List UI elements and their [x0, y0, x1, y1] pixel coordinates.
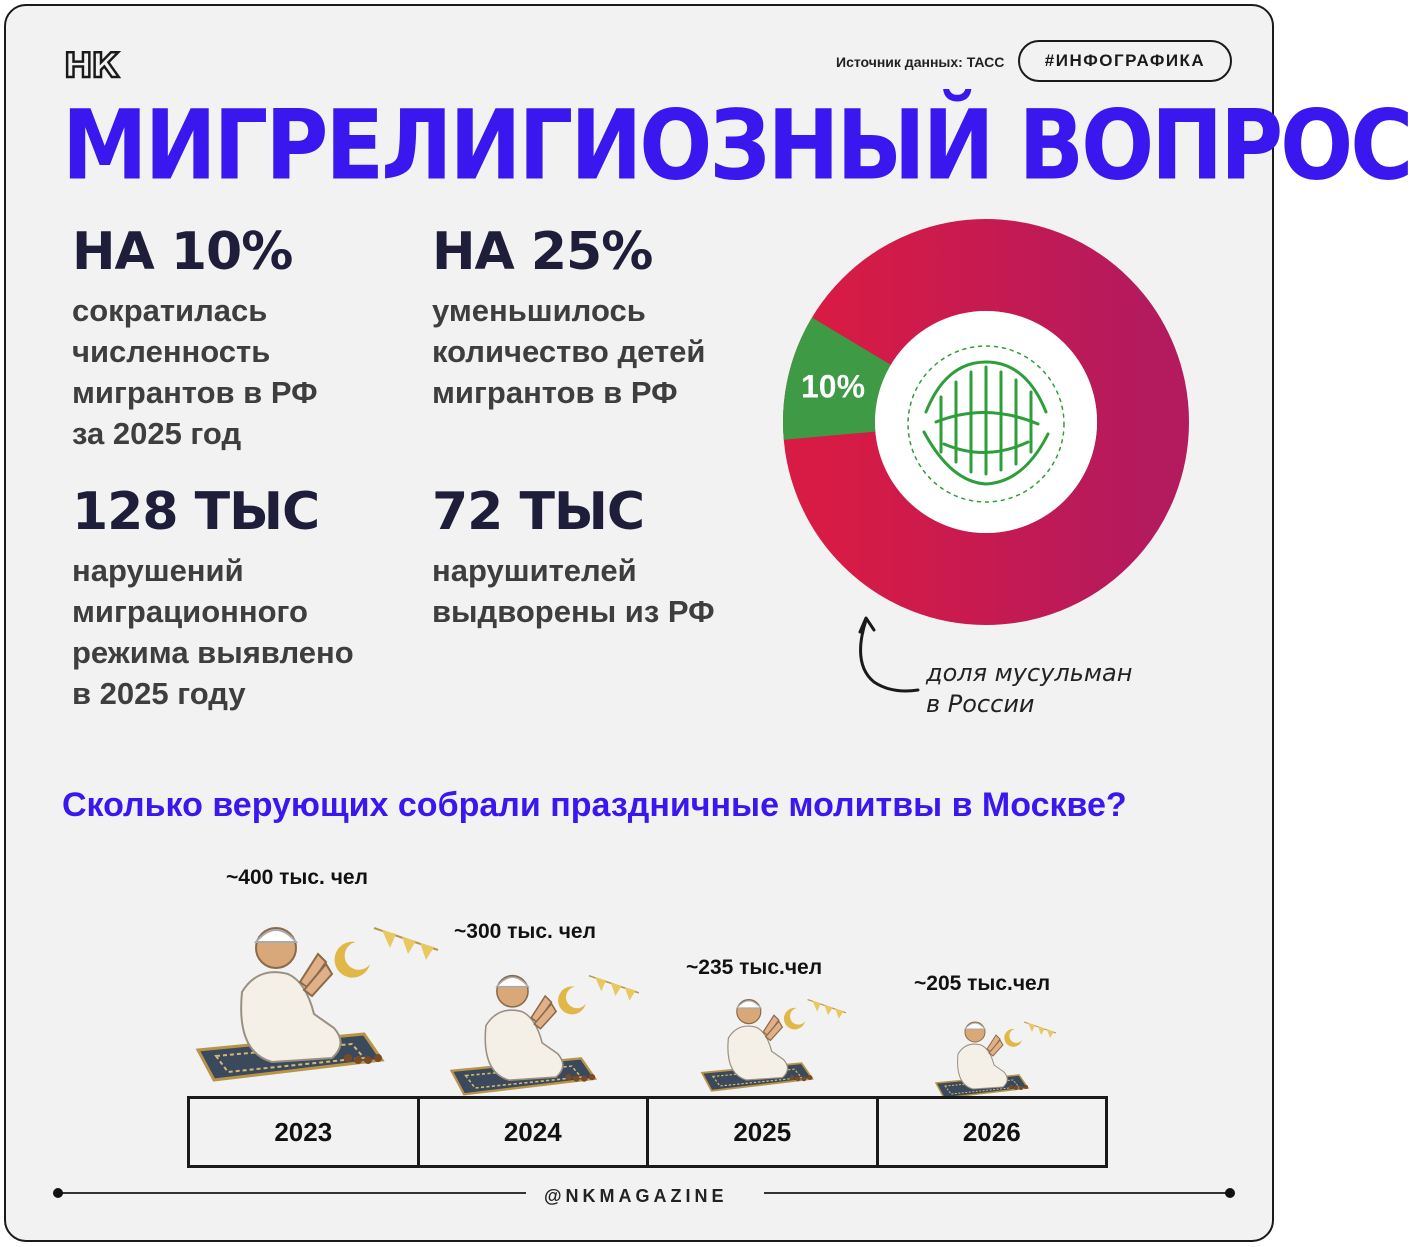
- infographic-tag: #ИНФОГРАФИКА: [1018, 40, 1232, 82]
- stat-description: [432, 550, 715, 632]
- stat-line: количество детей: [432, 334, 706, 369]
- brand-logo: НК: [64, 46, 119, 86]
- caption-line: доля мусульман: [926, 659, 1133, 687]
- praying-man-icon-2026: [936, 1022, 1056, 1098]
- stat-block-migrants: [72, 222, 318, 454]
- year-cell-2024: 2024: [420, 1099, 650, 1165]
- stat-number: 128 ТЫС: [72, 482, 320, 542]
- stat-line: мигрантов в РФ: [432, 375, 678, 410]
- stat-line: нарушений: [72, 553, 244, 588]
- infographic-card: [4, 4, 1410, 1242]
- donut-percent-label: 10%: [801, 368, 866, 405]
- prayer-count-2025: ~235 тыс.чел: [686, 956, 823, 979]
- prayer-count-2023: ~400 тыс. чел: [226, 866, 368, 889]
- prayer-count-2024: ~300 тыс. чел: [454, 920, 596, 943]
- stat-line: мигрантов в РФ: [72, 375, 318, 410]
- stat-description: [72, 290, 318, 454]
- stat-number: 72 ТЫС: [432, 482, 644, 542]
- stat-block-violations: [72, 482, 354, 714]
- praying-man-icon-2023: [198, 928, 438, 1080]
- donut-caption: [926, 658, 1132, 720]
- page-title: МИГРЕЛИГИОЗНЫЙ ВОПРОС: [62, 90, 1410, 202]
- curved-arrow-icon: [852, 614, 932, 704]
- year-cell-2025: 2025: [649, 1099, 879, 1165]
- stat-number: НА 10%: [72, 222, 293, 282]
- stat-line: миграционного: [72, 594, 308, 629]
- stat-description: [72, 550, 354, 714]
- stat-line: уменьшилось: [432, 293, 646, 328]
- year-axis: [187, 1096, 1108, 1168]
- stat-line: численность: [72, 334, 271, 369]
- stat-line: за 2025 год: [72, 416, 242, 451]
- praying-man-icon-2024: [452, 976, 639, 1095]
- muslim-share-donut: [776, 212, 1196, 632]
- prayer-count-2026: ~205 тыс.чел: [914, 972, 1051, 995]
- caption-line: в России: [926, 690, 1035, 718]
- praying-man-icon-2025: [702, 1000, 846, 1091]
- footer-handle: @NKMAGAZINE: [544, 1186, 728, 1206]
- year-cell-2026: 2026: [962, 1116, 1021, 1147]
- stat-line: сократилась: [72, 293, 268, 328]
- stat-number: НА 25%: [432, 222, 653, 282]
- stat-line: в 2025 году: [72, 676, 246, 711]
- stat-line: нарушителей: [432, 553, 637, 588]
- data-source: Источник данных: ТАСС: [836, 54, 1005, 70]
- stat-description: [432, 290, 705, 413]
- stat-block-deported: [432, 482, 715, 632]
- year-cell-2023: 2023: [190, 1099, 420, 1165]
- stat-block-children: [432, 222, 705, 413]
- section-question: Сколько верующих собрали праздничные молитвы в Москве?: [62, 786, 1127, 824]
- stat-line: выдворены из РФ: [432, 594, 715, 629]
- stat-line: режима выявлено: [72, 635, 354, 670]
